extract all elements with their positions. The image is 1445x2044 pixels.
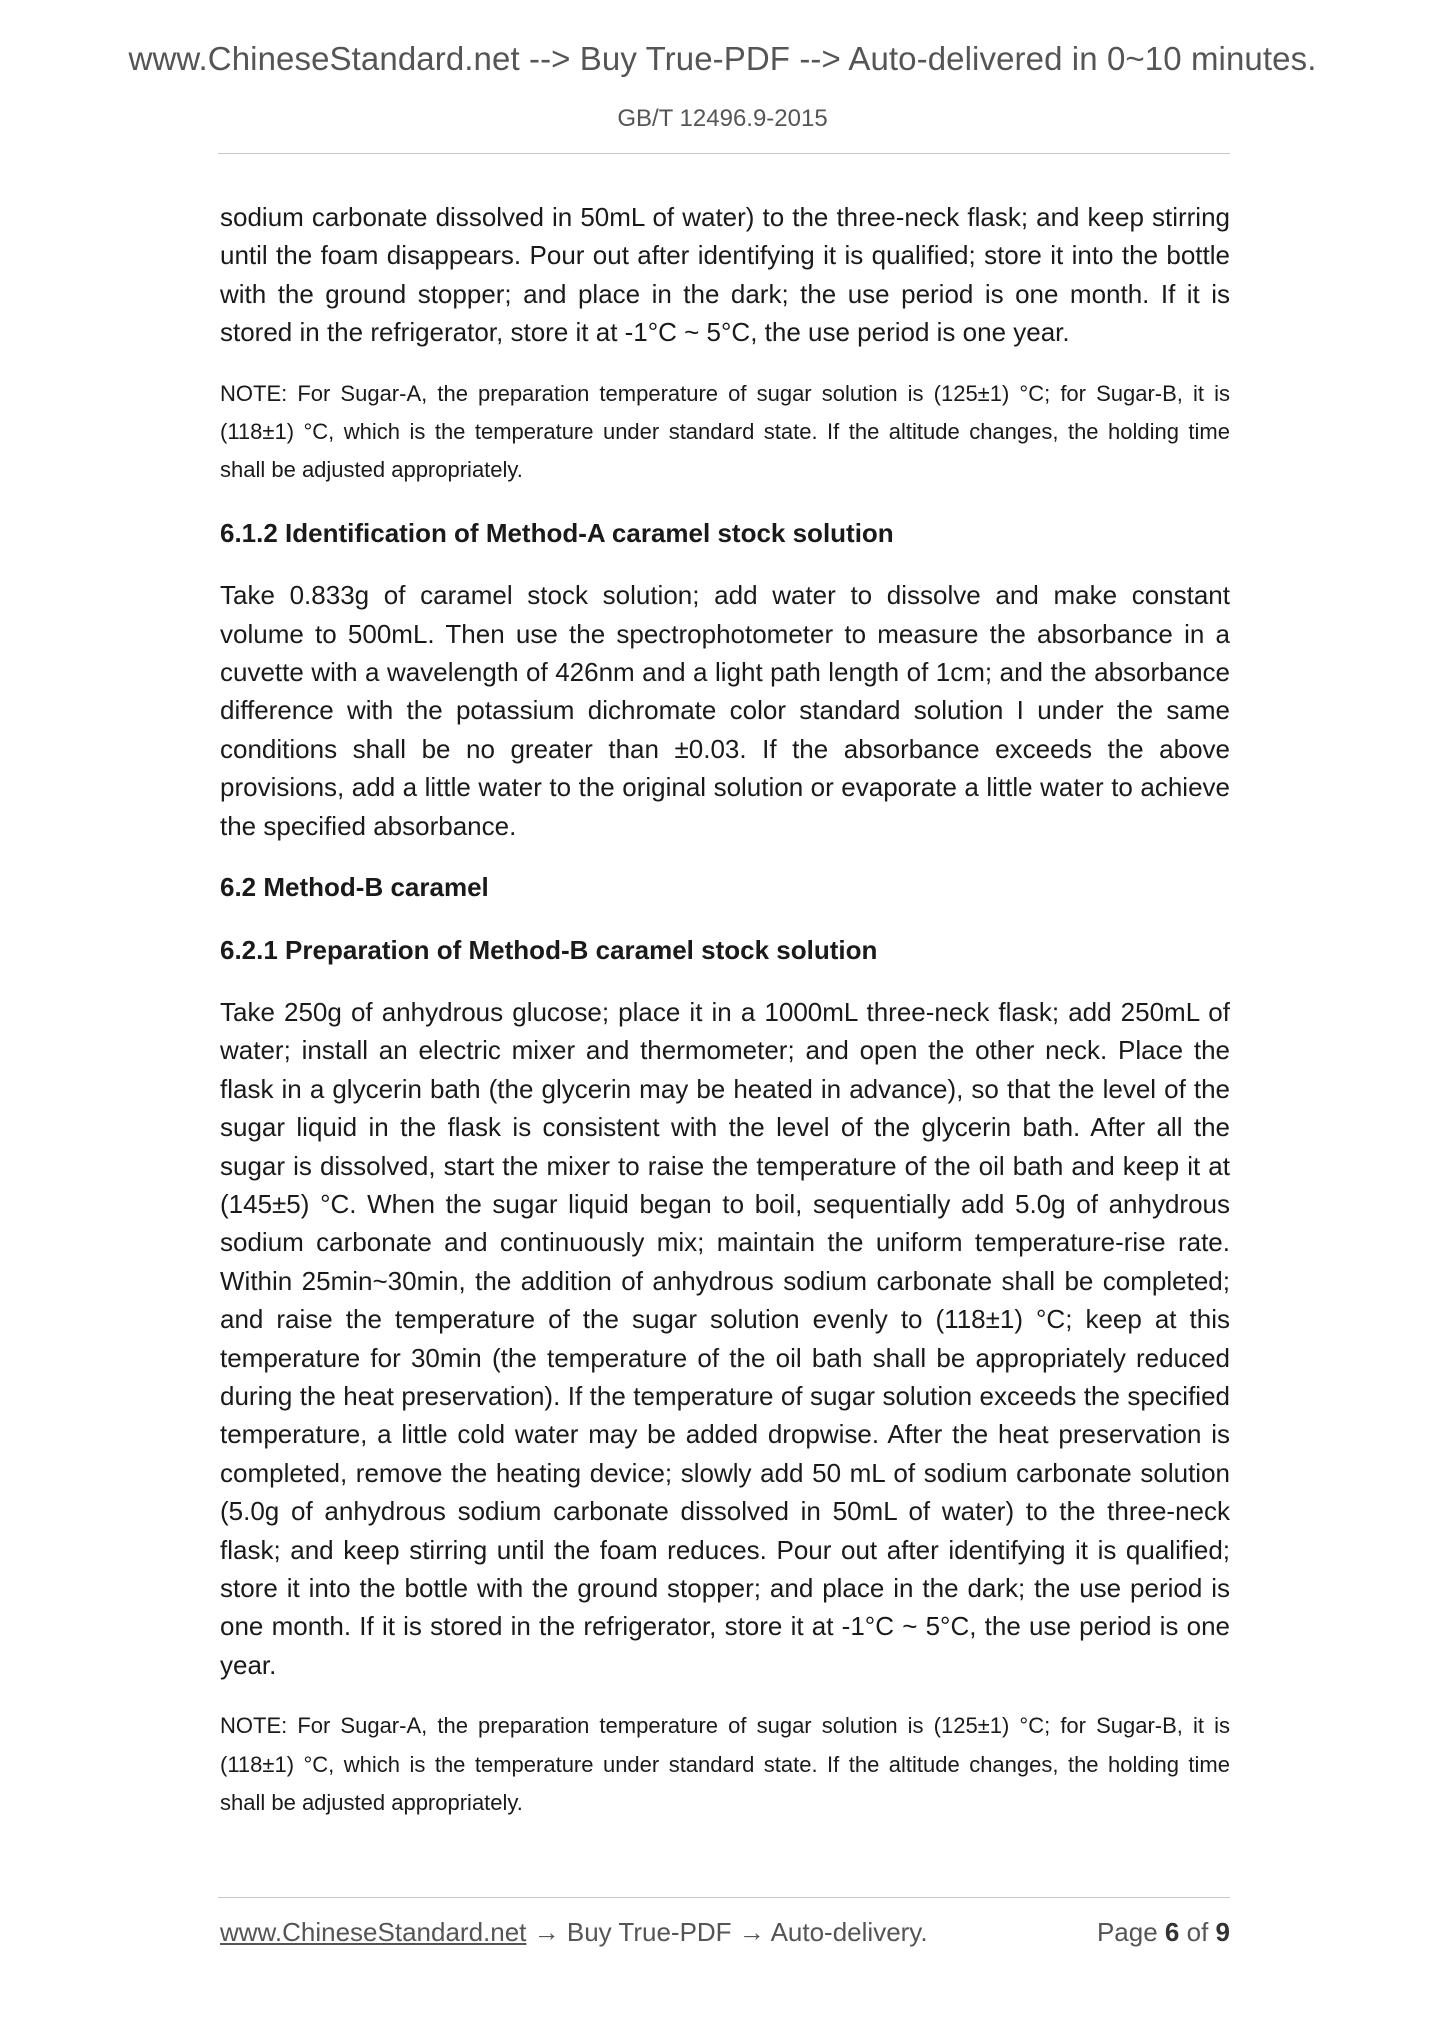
continuation-paragraph: sodium carbonate dissolved in 50mL of water) to the three-neck flask; and keep stirring until the foam disappears. Pour out after identifying it is qualified; store it into the bottle with the ground stopper; and place in the dark; the use period is one month. If it is stored in the refrigerator, store it at -1°C ~ 5°C, the use period is one year. [220, 202, 1230, 348]
page-footer [220, 1917, 1230, 1957]
section-heading-6-2-1: 6.2.1 Preparation of Method-B caramel stock solution [220, 934, 878, 965]
section-paragraph-6-2-1: Take 250g of anhydrous glucose; place it in a 1000mL three-neck flask; add 250mL of water; install an electric mixer and thermometer; and open the other neck. Place the flask in a glycerin bath (the glycerin may be heated in advance), so that the level of the sugar liquid in the flask is consistent with the level of the glycerin bath. After all the sugar is dissolved, start the mixer to raise the temperature of the oil bath and keep it at (145±5) °C. When the sugar liquid began to boil, sequentially add 5.0g of anhydrous sodium carbonate and continuously mix; maintain the uniform temperature-rise rate. Within 25min~30min, the addition of anhydrous sodium carbonate shall be completed; and raise the temperature of the sugar solution evenly to (118±1) °C; keep at this temperature for 30min (the temperature of the oil bath shall be appropriately reduced during the heat preservation). If the temperature of sugar solution exceeds the specified temperature, a little cold water may be added dropwise. After the heat preservation is completed, remove the heating device; slowly add 50 mL of sodium carbonate solution (5.0g of anhydrous sodium carbonate dissolved in 50mL of water) to the three-neck flask; and keep stirring until the foam reduces. Pour out after identifying it is qualified; store it into the bottle with the ground stopper; and place in the dark; the use period is one month. If it is stored in the refrigerator, store it at -1°C ~ 5°C, the use period is one year. [220, 996, 1230, 1680]
page-word: Page [1096, 1917, 1158, 1947]
page-number [1097, 1917, 1230, 1948]
site-link[interactable]: www.ChineseStandard.net [220, 1917, 527, 1947]
footer-tagline: → Buy True-PDF → Auto-delivery. [526, 1917, 928, 1947]
note-paragraph: NOTE: For Sugar-A, the preparation temperature of sugar solution is (125±1) °C; for Sugar-B, it is (118±1) °C, which is the temperature under standard state. If the altitude changes, the holding time shall be adjusted appropriately. [220, 380, 1230, 483]
section-heading-6-1-2: 6.1.2 Identification of Method-A caramel stock solution [220, 517, 894, 548]
note-paragraph: NOTE: For Sugar-A, the preparation temperature of sugar solution is (125±1) °C; for Sugar-B, it is (118±1) °C, which is the temperature under standard state. If the altitude changes, the holding time shall be adjusted appropriately. [220, 1713, 1230, 1816]
section-paragraph-6-1-2: Take 0.833g of caramel stock solution; add water to dissolve and make constant volume to 500mL. Then use the spectrophotometer to measure the absorbance in a cuvette with a wavelength of 426nm and a light path length of 1cm; and the absorbance difference with the potassium dichromate color standard solution I under the same conditions shall be no greater than ±0.03. If the absorbance exceeds the above provisions, add a little water to the original solution or evaporate a little water to achieve the specified absorbance. [220, 580, 1230, 841]
header-divider [218, 153, 1230, 154]
section-heading-6-2: 6.2 Method-B caramel [220, 872, 489, 903]
of-word: of [1186, 1917, 1209, 1947]
footer-promo [220, 1917, 928, 1948]
current-page: 6 [1164, 1917, 1180, 1947]
document-body [220, 198, 1230, 1846]
footer-divider [218, 1897, 1230, 1898]
standard-code: GB/T 12496.9-2015 [617, 105, 828, 132]
site-banner: www.ChineseStandard.net --> Buy True-PDF --> Auto-delivered in 0~10 minutes. [128, 40, 1317, 77]
total-pages: 9 [1215, 1917, 1230, 1947]
